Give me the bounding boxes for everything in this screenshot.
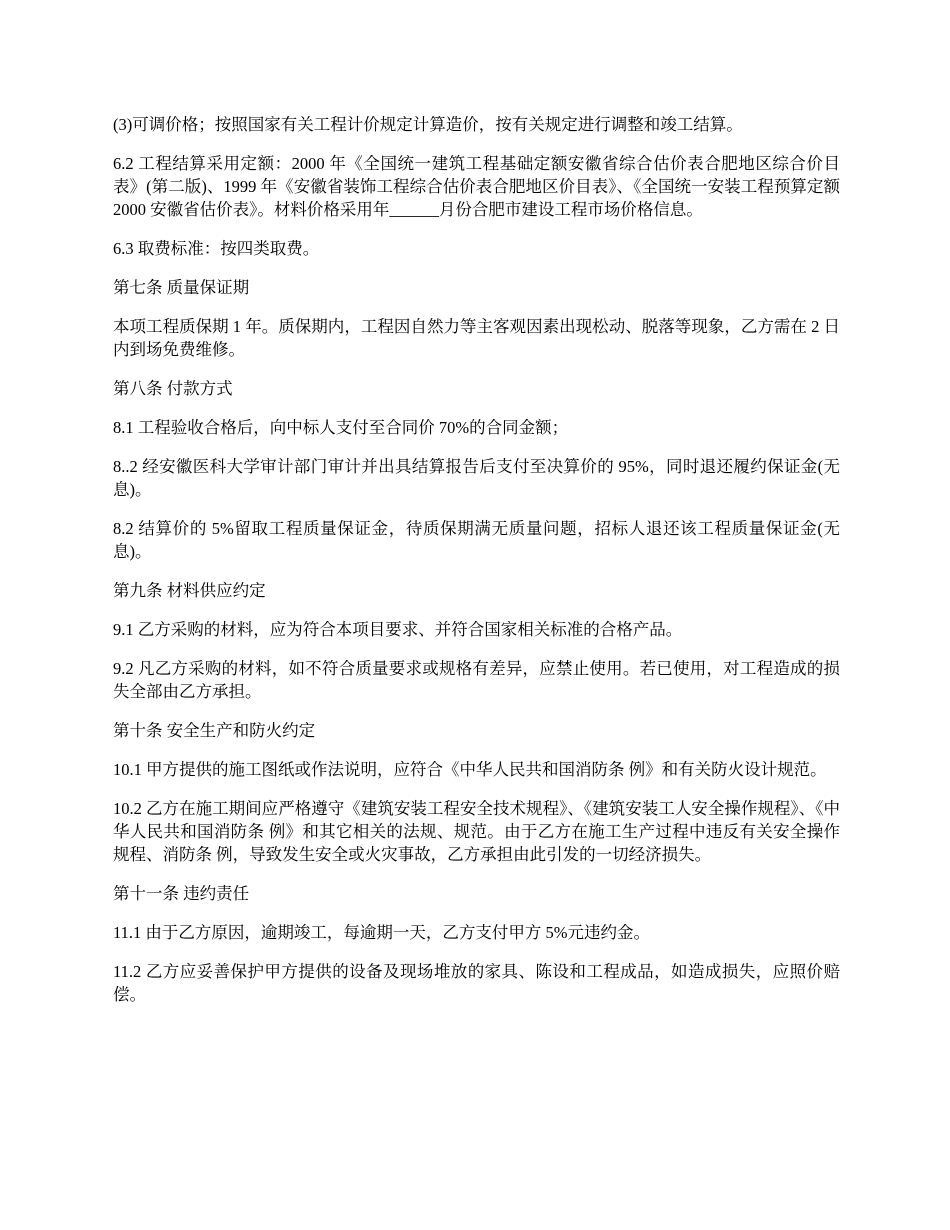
paragraph-9-2-materials: 9.2 凡乙方采购的材料，如不符合质量要求或规格有差异，应禁止使用。若已使用，对工程造成的损失全部由乙方承担。	[113, 659, 840, 701]
paragraph-6-2-settlement-quota: 6.2 工程结算采用定额：2000 年《全国统一建筑工程基础定额安徽省综合估价表合肥地区综合价目表》(第二版)、1999 年《安徽省装饰工程综合估价表合肥地区价目表》、《全国统一安装工程预算定额 2000 安徽省估价表》。材料价格采用年______月份合肥市建设工程市场价格信息。	[113, 154, 840, 219]
paragraph-8-1-payment: 8.1 工程验收合格后，向中标人支付至合同价 70%的合同金额；	[113, 418, 569, 437]
paragraph-adjustable-price: (3)可调价格；按照国家有关工程计价规定计算造价，按有关规定进行调整和竣工结算。	[113, 115, 743, 134]
paragraph-10-1-fire-code: 10.1 甲方提供的施工图纸或作法说明，应符合《中华人民共和国消防条 例》和有关防火设计规范。	[113, 760, 827, 779]
paragraph-10-2-safety: 10.2 乙方在施工期间应严格遵守《建筑安装工程安全技术规程》、《建筑安装工人安全操作规程》、《中华人民共和国消防条 例》和其它相关的法规、规范。由于乙方在施工生产过程中违反有关安全操作规程、消防条 例，导致发生安全或火灾事故，乙方承担由此引发的一切经济损失。	[113, 799, 840, 864]
heading-article-9: 第九条 材料供应约定	[113, 581, 266, 600]
heading-article-10: 第十条 安全生产和防火约定	[113, 721, 316, 740]
paragraph-11-1-delay-penalty: 11.1 由于乙方原因，逾期竣工，每逾期一天，乙方支付甲方 5%元违约金。	[113, 923, 651, 942]
heading-article-8: 第八条 付款方式	[113, 379, 233, 398]
heading-article-11: 第十一条 违约责任	[113, 884, 250, 903]
paragraph-8-2-quality-deposit: 8.2 结算价的 5%留取工程质量保证金，待质保期满无质量问题，招标人退还该工程质量保证金(无息)。	[113, 519, 840, 561]
paragraph-8-2-audit-payment: 8..2 经安徽医科大学审计部门审计并出具结算报告后支付至决算价的 95%，同时退还履约保证金(无息)。	[113, 457, 840, 499]
paragraph-6-3-fee-standard: 6.3 取费标准：按四类取费。	[113, 239, 320, 258]
document-page	[113, 113, 840, 1022]
paragraph-9-1-materials: 9.1 乙方采购的材料，应为符合本项目要求、并符合国家相关标准的合格产品。	[113, 620, 683, 639]
paragraph-11-2-damage-compensation: 11.2 乙方应妥善保护甲方提供的设备及现场堆放的家具、陈设和工程成品，如造成损失，应照价赔偿。	[113, 962, 840, 1004]
heading-article-7: 第七条 质量保证期	[113, 278, 250, 297]
paragraph-warranty-period: 本项工程质保期 1 年。质保期内，工程因自然力等主客观因素出现松动、脱落等现象，乙方需在 2 日内到场免费维修。	[113, 317, 840, 359]
